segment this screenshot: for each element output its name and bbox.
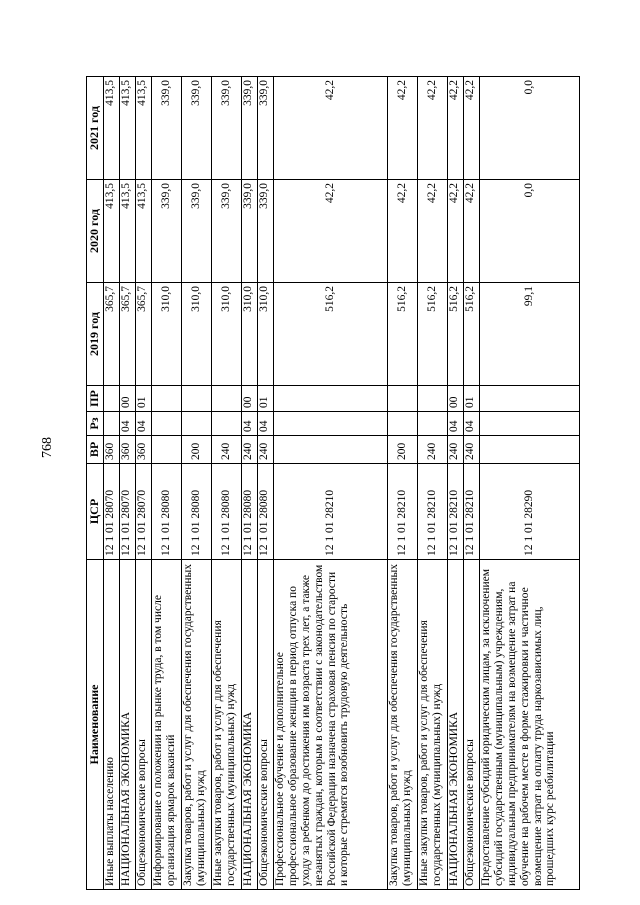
cell-y2019: 310,0 bbox=[152, 283, 182, 386]
table-row bbox=[120, 77, 136, 890]
cell-pr bbox=[212, 386, 242, 412]
cell-pr bbox=[152, 386, 182, 412]
cell-y2021: 339,0 bbox=[152, 77, 182, 180]
cell-name: Предоставление субсидий юридическим лицам, за исключением субсидий государственным (муниципальным) учреждениям, индивидуальным предпринимателям на возмещение затрат на обучение на рабочем месте в форме стажировки и частичное возмещение затрат на оплату труда наркозависимых лиц, прошедших курс реабилитации bbox=[480, 560, 580, 890]
table-row bbox=[104, 77, 120, 890]
cell-csr: 12 1 01 28210 bbox=[464, 464, 480, 560]
cell-pr bbox=[274, 386, 388, 412]
cell-y2019: 365,7 bbox=[104, 283, 120, 386]
cell-rz: 04 bbox=[136, 412, 152, 436]
header-pr: ПР bbox=[87, 386, 104, 412]
cell-y2019: 516,2 bbox=[418, 283, 448, 386]
cell-rz: 04 bbox=[464, 412, 480, 436]
cell-pr bbox=[388, 386, 418, 412]
cell-y2020: 339,0 bbox=[212, 180, 242, 283]
cell-y2021: 339,0 bbox=[182, 77, 212, 180]
header-csr: ЦСР bbox=[87, 464, 104, 560]
cell-rz bbox=[104, 412, 120, 436]
cell-y2019: 516,2 bbox=[388, 283, 418, 386]
cell-csr: 12 1 01 28080 bbox=[182, 464, 212, 560]
header-2020: 2020 год bbox=[87, 180, 104, 283]
budget-table bbox=[86, 76, 580, 890]
cell-pr: 01 bbox=[464, 386, 480, 412]
cell-vr: 240 bbox=[448, 436, 464, 464]
cell-y2019: 310,0 bbox=[182, 283, 212, 386]
table-row bbox=[464, 77, 480, 890]
cell-csr: 12 1 01 28290 bbox=[480, 464, 580, 560]
cell-name: НАЦИОНАЛЬНАЯ ЭКОНОМИКА bbox=[120, 560, 136, 890]
cell-csr: 12 1 01 28210 bbox=[418, 464, 448, 560]
cell-y2020: 42,2 bbox=[388, 180, 418, 283]
table-row bbox=[182, 77, 212, 890]
cell-y2021: 42,2 bbox=[448, 77, 464, 180]
cell-name: Информирование о положении на рынке труда, в том числе организация ярмарок вакансий bbox=[152, 560, 182, 890]
cell-y2020: 0,0 bbox=[480, 180, 580, 283]
cell-rz: 04 bbox=[258, 412, 274, 436]
cell-y2020: 42,2 bbox=[418, 180, 448, 283]
cell-rz bbox=[212, 412, 242, 436]
cell-y2021: 0,0 bbox=[480, 77, 580, 180]
cell-y2019: 516,2 bbox=[274, 283, 388, 386]
table-row bbox=[242, 77, 258, 890]
cell-y2021: 339,0 bbox=[212, 77, 242, 180]
cell-y2020: 339,0 bbox=[242, 180, 258, 283]
cell-name: Иные закупки товаров, работ и услуг для обеспечения государственных (муниципальных) нужд bbox=[418, 560, 448, 890]
cell-csr: 12 1 01 28210 bbox=[388, 464, 418, 560]
cell-y2021: 413,5 bbox=[104, 77, 120, 180]
cell-name: Общеэкономические вопросы bbox=[136, 560, 152, 890]
cell-y2020: 339,0 bbox=[152, 180, 182, 283]
page-number: 768 bbox=[40, 437, 55, 458]
cell-vr: 360 bbox=[120, 436, 136, 464]
cell-vr: 240 bbox=[418, 436, 448, 464]
cell-y2021: 413,5 bbox=[120, 77, 136, 180]
cell-y2021: 339,0 bbox=[258, 77, 274, 180]
cell-name: Иные выплаты населению bbox=[104, 560, 120, 890]
cell-vr bbox=[152, 436, 182, 464]
cell-name: Закупка товаров, работ и услуг для обеспечения государственных (муниципальных) нужд bbox=[388, 560, 418, 890]
cell-csr: 12 1 01 28210 bbox=[448, 464, 464, 560]
table-row bbox=[480, 77, 580, 890]
cell-y2021: 413,5 bbox=[136, 77, 152, 180]
cell-name: НАЦИОНАЛЬНАЯ ЭКОНОМИКА bbox=[242, 560, 258, 890]
cell-y2021: 339,0 bbox=[242, 77, 258, 180]
cell-y2021: 42,2 bbox=[464, 77, 480, 180]
cell-y2020: 339,0 bbox=[258, 180, 274, 283]
header-name: Наименование bbox=[87, 560, 104, 890]
cell-vr: 360 bbox=[136, 436, 152, 464]
table-row bbox=[152, 77, 182, 890]
cell-pr bbox=[480, 386, 580, 412]
header-2021: 2021 год bbox=[87, 77, 104, 180]
table-row bbox=[258, 77, 274, 890]
cell-pr: 00 bbox=[448, 386, 464, 412]
cell-vr: 360 bbox=[104, 436, 120, 464]
cell-vr bbox=[274, 436, 388, 464]
cell-rz bbox=[182, 412, 212, 436]
header-2019: 2019 год bbox=[87, 283, 104, 386]
cell-y2019: 516,2 bbox=[448, 283, 464, 386]
header-row bbox=[87, 77, 104, 890]
cell-y2021: 42,2 bbox=[274, 77, 388, 180]
cell-name: Профессиональное обучение и дополнительное профессиональное образование женщин в период отпуска по уходу за ребенком до достижения им возраста трех лет, а также незанятых граждан, которым в соответствии с законодательством Российской Федерации назначена страховая пенсия по старости и которые стремятся возобновить трудовую деятельность bbox=[274, 560, 388, 890]
cell-pr bbox=[418, 386, 448, 412]
header-vr: ВР bbox=[87, 436, 104, 464]
cell-csr: 12 1 01 28070 bbox=[104, 464, 120, 560]
cell-csr: 12 1 01 28080 bbox=[242, 464, 258, 560]
cell-y2019: 365,7 bbox=[136, 283, 152, 386]
cell-y2019: 310,0 bbox=[258, 283, 274, 386]
cell-pr: 01 bbox=[136, 386, 152, 412]
cell-y2019: 516,2 bbox=[464, 283, 480, 386]
cell-vr: 240 bbox=[258, 436, 274, 464]
cell-rz bbox=[480, 412, 580, 436]
cell-y2020: 413,5 bbox=[120, 180, 136, 283]
cell-pr bbox=[104, 386, 120, 412]
cell-rz bbox=[152, 412, 182, 436]
cell-vr: 200 bbox=[182, 436, 212, 464]
cell-y2020: 42,2 bbox=[448, 180, 464, 283]
table-row bbox=[388, 77, 418, 890]
cell-rz bbox=[418, 412, 448, 436]
cell-csr: 12 1 01 28070 bbox=[136, 464, 152, 560]
cell-y2019: 99,1 bbox=[480, 283, 580, 386]
cell-csr: 12 1 01 28080 bbox=[152, 464, 182, 560]
cell-name: Иные закупки товаров, работ и услуг для обеспечения государственных (муниципальных) нужд bbox=[212, 560, 242, 890]
cell-y2020: 42,2 bbox=[274, 180, 388, 283]
cell-y2019: 310,0 bbox=[212, 283, 242, 386]
cell-y2019: 310,0 bbox=[242, 283, 258, 386]
cell-vr: 240 bbox=[242, 436, 258, 464]
cell-csr: 12 1 01 28080 bbox=[258, 464, 274, 560]
table-row bbox=[448, 77, 464, 890]
cell-name: НАЦИОНАЛЬНАЯ ЭКОНОМИКА bbox=[448, 560, 464, 890]
cell-name: Общеэкономические вопросы bbox=[464, 560, 480, 890]
cell-y2020: 413,5 bbox=[104, 180, 120, 283]
cell-rz: 04 bbox=[120, 412, 136, 436]
table-row bbox=[274, 77, 388, 890]
rotated-page bbox=[86, 77, 557, 890]
cell-y2021: 42,2 bbox=[388, 77, 418, 180]
cell-name: Закупка товаров, работ и услуг для обеспечения государственных (муниципальных) нужд bbox=[182, 560, 212, 890]
table-row bbox=[136, 77, 152, 890]
cell-rz bbox=[388, 412, 418, 436]
cell-y2021: 42,2 bbox=[418, 77, 448, 180]
cell-vr: 240 bbox=[212, 436, 242, 464]
cell-name: Общеэкономические вопросы bbox=[258, 560, 274, 890]
table-row bbox=[418, 77, 448, 890]
cell-rz bbox=[274, 412, 388, 436]
cell-y2019: 365,7 bbox=[120, 283, 136, 386]
cell-y2020: 413,5 bbox=[136, 180, 152, 283]
cell-y2020: 339,0 bbox=[182, 180, 212, 283]
cell-vr: 200 bbox=[388, 436, 418, 464]
cell-vr: 240 bbox=[464, 436, 480, 464]
cell-rz: 04 bbox=[448, 412, 464, 436]
cell-csr: 12 1 01 28080 bbox=[212, 464, 242, 560]
cell-pr: 01 bbox=[258, 386, 274, 412]
cell-rz: 04 bbox=[242, 412, 258, 436]
cell-vr bbox=[480, 436, 580, 464]
cell-csr: 12 1 01 28210 bbox=[274, 464, 388, 560]
cell-y2020: 42,2 bbox=[464, 180, 480, 283]
cell-pr bbox=[182, 386, 212, 412]
cell-pr: 00 bbox=[120, 386, 136, 412]
cell-pr: 00 bbox=[242, 386, 258, 412]
table-row bbox=[212, 77, 242, 890]
cell-csr: 12 1 01 28070 bbox=[120, 464, 136, 560]
header-rz: Рз bbox=[87, 412, 104, 436]
